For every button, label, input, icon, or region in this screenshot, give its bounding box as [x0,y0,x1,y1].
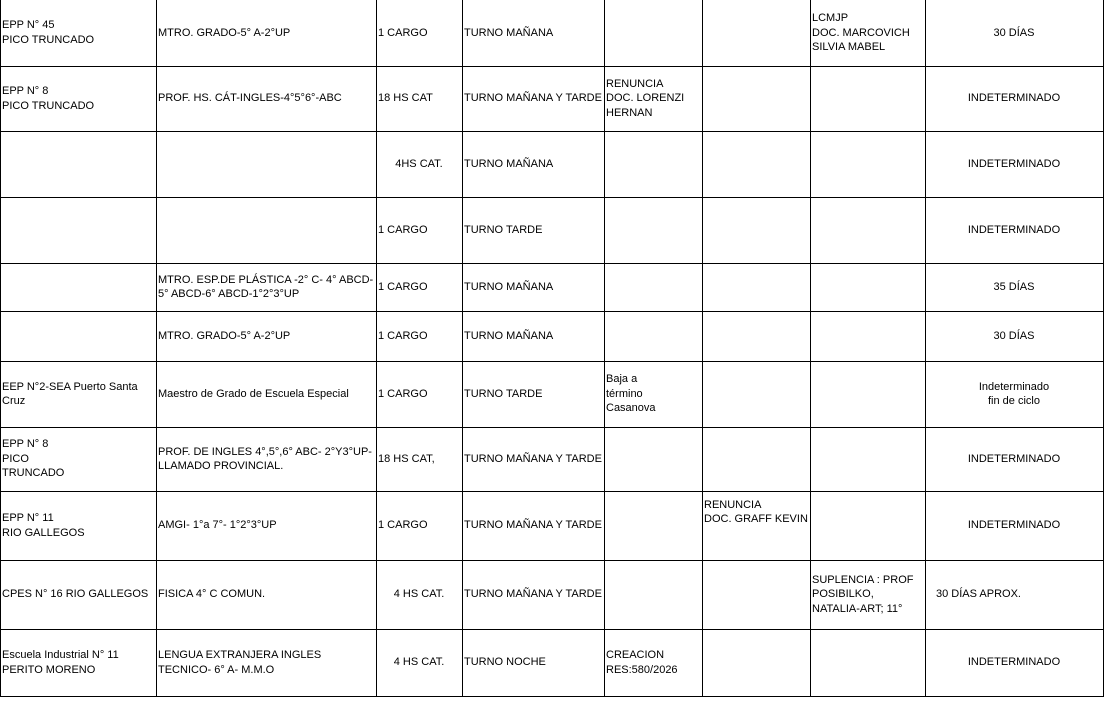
cell-reason-2[interactable] [703,427,811,491]
cell-reason[interactable] [605,427,703,491]
cell-shift[interactable]: TURNO NOCHE [463,629,605,696]
cell-load[interactable]: 1 CARGO [377,491,463,560]
cell-load[interactable]: 1 CARGO [377,197,463,263]
cell-position[interactable] [157,131,377,197]
cell-position[interactable]: FISICA 4° C COMUN. [157,560,377,629]
cell-shift[interactable]: TURNO MAÑANA Y TARDE [463,491,605,560]
cell-reason[interactable] [605,0,703,66]
cell-school[interactable] [1,311,157,361]
cell-replacement[interactable] [811,131,926,197]
cell-shift[interactable]: TURNO MAÑANA Y TARDE [463,66,605,131]
table-row [1,629,1104,696]
cell-load[interactable]: 4 HS CAT. [377,560,463,629]
table-row [1,491,1104,560]
cell-position[interactable]: Maestro de Grado de Escuela Especial [157,361,377,427]
cell-duration[interactable]: 35 DÍAS [926,263,1104,311]
cell-load[interactable]: 1 CARGO [377,361,463,427]
cell-replacement[interactable] [811,629,926,696]
cell-school[interactable]: EEP N°2-SEA Puerto Santa Cruz [1,361,157,427]
cell-reason-2[interactable]: RENUNCIA DOC. GRAFF KEVIN [703,491,811,560]
cell-reason-2[interactable] [703,361,811,427]
cell-duration[interactable]: INDETERMINADO [926,197,1104,263]
cell-school[interactable]: EPP N° 45 PICO TRUNCADO [1,0,157,66]
cell-duration[interactable]: 30 DÍAS [926,0,1104,66]
cell-duration[interactable]: 30 DÍAS [926,311,1104,361]
cell-reason[interactable] [605,491,703,560]
cell-duration[interactable]: INDETERMINADO [926,491,1104,560]
cell-school[interactable] [1,197,157,263]
cell-reason-2[interactable] [703,263,811,311]
table-row [1,263,1104,311]
cell-duration[interactable]: INDETERMINADO [926,629,1104,696]
cell-shift[interactable]: TURNO MAÑANA Y TARDE [463,560,605,629]
table-row [1,66,1104,131]
cell-load[interactable]: 18 HS CAT, [377,427,463,491]
cell-reason-2[interactable] [703,197,811,263]
cell-position[interactable]: PROF. HS. CÁT-INGLES-4°5°6°-ABC [157,66,377,131]
cell-shift[interactable]: TURNO MAÑANA [463,311,605,361]
cell-duration[interactable]: INDETERMINADO [926,427,1104,491]
cell-duration[interactable]: INDETERMINADO [926,66,1104,131]
cell-shift[interactable]: TURNO TARDE [463,197,605,263]
cell-duration[interactable]: INDETERMINADO [926,131,1104,197]
cell-replacement[interactable] [811,491,926,560]
cell-replacement[interactable]: LCMJP DOC. MARCOVICH SILVIA MABEL [811,0,926,66]
cell-shift[interactable]: TURNO MAÑANA [463,263,605,311]
cell-position[interactable] [157,197,377,263]
cell-shift[interactable]: TURNO TARDE [463,361,605,427]
cell-reason[interactable]: CREACION RES:580/2026 [605,629,703,696]
cell-position[interactable]: AMGI- 1°a 7°- 1°2°3°UP [157,491,377,560]
cell-school[interactable]: CPES N° 16 RIO GALLEGOS [1,560,157,629]
table-row [1,311,1104,361]
cell-position[interactable]: MTRO. GRADO-5° A-2°UP [157,0,377,66]
cell-load[interactable]: 1 CARGO [377,311,463,361]
cell-reason-2[interactable] [703,66,811,131]
cell-reason[interactable] [605,263,703,311]
cell-school[interactable] [1,131,157,197]
cell-replacement[interactable]: SUPLENCIA : PROF POSIBILKO, NATALIA-ART; 11° [811,560,926,629]
cell-load[interactable]: 18 HS CAT [377,66,463,131]
cell-school[interactable]: EPP N° 8 PICO TRUNCADO [1,66,157,131]
cell-reason[interactable] [605,197,703,263]
cell-reason-2[interactable] [703,0,811,66]
cell-school[interactable]: Escuela Industrial N° 11 PERITO MORENO [1,629,157,696]
cell-position[interactable]: PROF. DE INGLES 4°,5°,6° ABC- 2°Y3°UP- LLAMADO PROVINCIAL. [157,427,377,491]
cell-duration[interactable]: 30 DÍAS APROX. [926,560,1104,629]
cell-duration[interactable]: Indeterminado fin de ciclo [926,361,1104,427]
cell-shift[interactable]: TURNO MAÑANA Y TARDE [463,427,605,491]
cell-reason-2[interactable] [703,311,811,361]
table-row [1,0,1104,66]
cell-shift[interactable]: TURNO MAÑANA [463,0,605,66]
cell-position[interactable]: LENGUA EXTRANJERA INGLES TECNICO- 6° A- M.M.O [157,629,377,696]
table-row [1,427,1104,491]
table-row [1,131,1104,197]
cell-school[interactable]: EPP N° 8 PICO TRUNCADO [1,427,157,491]
cell-load[interactable]: 4 HS CAT. [377,629,463,696]
table-row [1,197,1104,263]
cell-reason[interactable] [605,560,703,629]
cell-load[interactable]: 1 CARGO [377,263,463,311]
cell-reason[interactable]: RENUNCIA DOC. LORENZI HERNAN [605,66,703,131]
cell-reason-2[interactable] [703,560,811,629]
cell-position[interactable]: MTRO. ESP.DE PLÁSTICA -2° C- 4° ABCD-5° ABCD-6° ABCD-1°2°3°UP [157,263,377,311]
cell-reason[interactable] [605,311,703,361]
cell-reason-2[interactable] [703,629,811,696]
cell-replacement[interactable] [811,311,926,361]
cell-reason-2[interactable] [703,131,811,197]
cell-shift[interactable]: TURNO MAÑANA [463,131,605,197]
table-row [1,361,1104,427]
table-row [1,560,1104,629]
cell-school[interactable] [1,263,157,311]
cell-reason[interactable]: Baja a término Casanova [605,361,703,427]
cell-replacement[interactable] [811,197,926,263]
cell-load[interactable]: 4HS CAT. [377,131,463,197]
cell-replacement[interactable] [811,361,926,427]
cell-replacement[interactable] [811,427,926,491]
cell-load[interactable]: 1 CARGO [377,0,463,66]
cell-position[interactable]: MTRO. GRADO-5° A-2°UP [157,311,377,361]
cell-reason[interactable] [605,131,703,197]
cell-replacement[interactable] [811,66,926,131]
cell-replacement[interactable] [811,263,926,311]
cell-school[interactable]: EPP N° 11 RIO GALLEGOS [1,491,157,560]
